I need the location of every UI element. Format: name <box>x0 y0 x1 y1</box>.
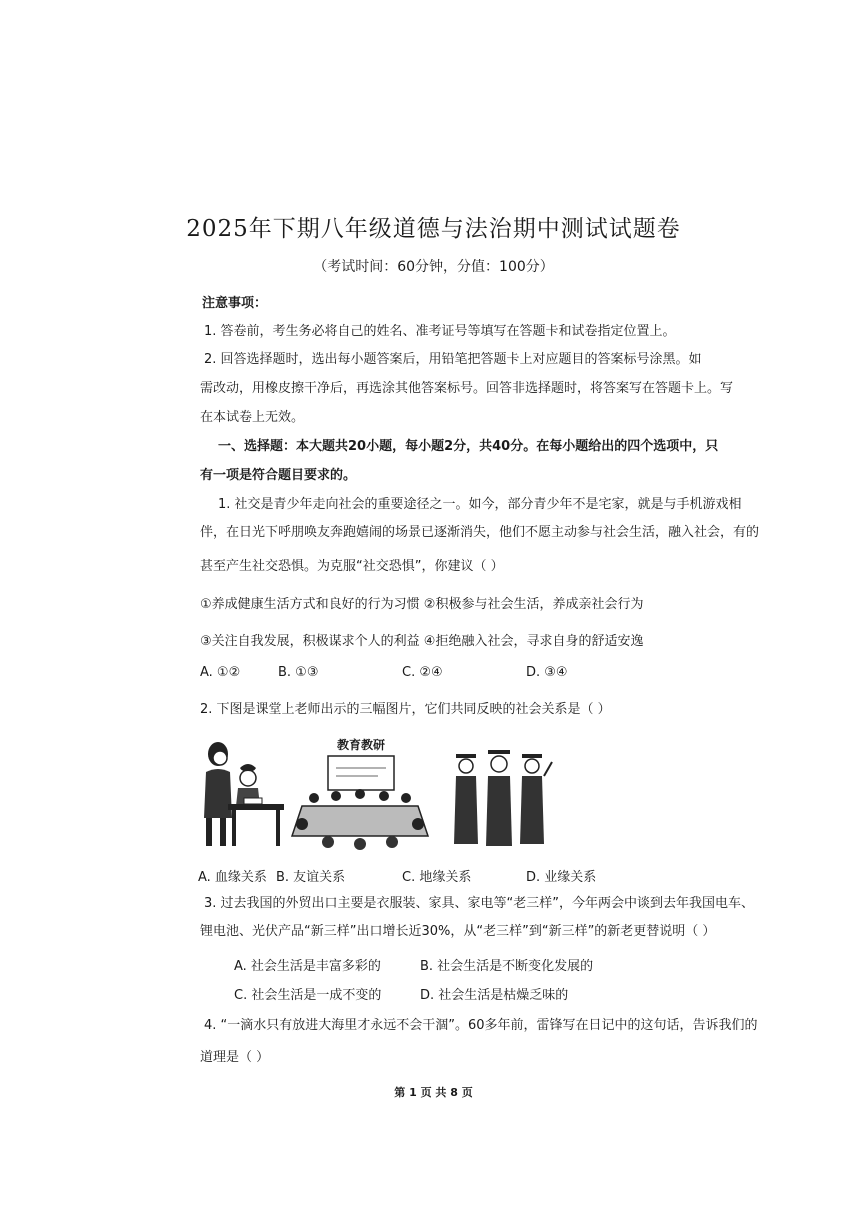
notice-item-2-line-1: 2. 回答选择题时，选出每小题答案后，用铅笔把答题卡上对应题目的答案标号涂黑。如 <box>204 352 702 367</box>
section-1-heading-line-2: 有一项是符合题目要求的。 <box>200 468 357 483</box>
q2-option-d: D. 业缘关系 <box>526 870 597 885</box>
q2-stem: 2. 下图是课堂上老师出示的三幅图片，它们共同反映的社会关系是（ ） <box>200 702 611 717</box>
q1-option-d: D. ③④ <box>526 665 568 680</box>
graduates-illustration <box>448 748 560 852</box>
q2-option-a: A. 血缘关系 <box>198 870 267 885</box>
notice-item-2-line-3: 在本试卷上无效。 <box>200 410 305 425</box>
exam-title: 2025年下期八年级道德与法治期中测试试题卷 <box>186 216 681 242</box>
q1-stem-line-1: 1. 社交是青少年走向社会的重要途径之一。如今，部分青少年不是宅家，就是与手机游戏相 <box>218 497 742 512</box>
q3-option-d: D. 社会生活是枯燥乏味的 <box>420 988 569 1003</box>
q4-stem-line-2: 道理是（ ） <box>200 1050 270 1065</box>
family-homework-illustration <box>198 738 286 850</box>
page-footer: 第 1 页 共 8 页 <box>394 1086 473 1099</box>
notice-heading: 注意事项： <box>202 296 268 311</box>
q1-option-c: C. ②④ <box>402 665 443 680</box>
q3-option-c: C. 社会生活是一成不变的 <box>234 988 382 1003</box>
q2-option-c: C. 地缘关系 <box>402 870 472 885</box>
q4-stem-line-1: 4. “一滴水只有放进大海里才永远不会干涸”。60多年前，雷锋写在日记中的这句话，告诉我们的 <box>204 1018 758 1033</box>
notice-item-2-line-2: 需改动，用橡皮擦干净后，再选涂其他答案标号。回答非选择题时，将答案写在答题卡上。写 <box>200 381 734 396</box>
q3-option-b: B. 社会生活是不断变化发展的 <box>420 959 594 974</box>
figure-caption-teaching-research: 教育教研 <box>337 738 386 752</box>
q3-stem-line-2: 锂电池、光伏产品“新三样”出口增长近30%，从“老三样”到“新三样”的新老更替说明（ ） <box>200 924 716 939</box>
q1-statements-line-2: ③关注自我发展，积极谋求个人的利益 ④拒绝融入社会，寻求自身的舒适安逸 <box>200 634 644 649</box>
q1-option-a: A. ①② <box>200 665 241 680</box>
q1-stem-line-2: 伴，在日光下呼朋唤友奔跑嬉闹的场景已逐渐消失，他们不愿主动参与社会生活，融入社会，有的 <box>200 525 760 540</box>
exam-subtitle: （考试时间：60分钟，分值：100分） <box>313 259 554 275</box>
q1-statements-line-1: ①养成健康生活方式和良好的行为习惯 ②积极参与社会生活，养成亲社会行为 <box>200 597 644 612</box>
q3-stem-line-1: 3. 过去我国的外贸出口主要是衣服装、家具、家电等“老三样”，今年两会中谈到去年我国电车、 <box>204 896 755 911</box>
section-1-heading-line-1: 一、选择题：本大题共20小题，每小题2分，共40分。在每小题给出的四个选项中，只 <box>218 439 719 454</box>
notice-item-1: 1. 答卷前，考生务必将自己的姓名、准考证号等填写在答题卡和试卷指定位置上。 <box>204 324 676 339</box>
teaching-research-meeting-illustration <box>288 754 432 850</box>
q1-stem-line-3: 甚至产生社交恐惧。为克服“社交恐惧”，你建议（ ） <box>200 559 504 574</box>
q3-option-a: A. 社会生活是丰富多彩的 <box>234 959 381 974</box>
q2-option-b: B. 友谊关系 <box>276 870 346 885</box>
q1-option-b: B. ①③ <box>278 665 319 680</box>
